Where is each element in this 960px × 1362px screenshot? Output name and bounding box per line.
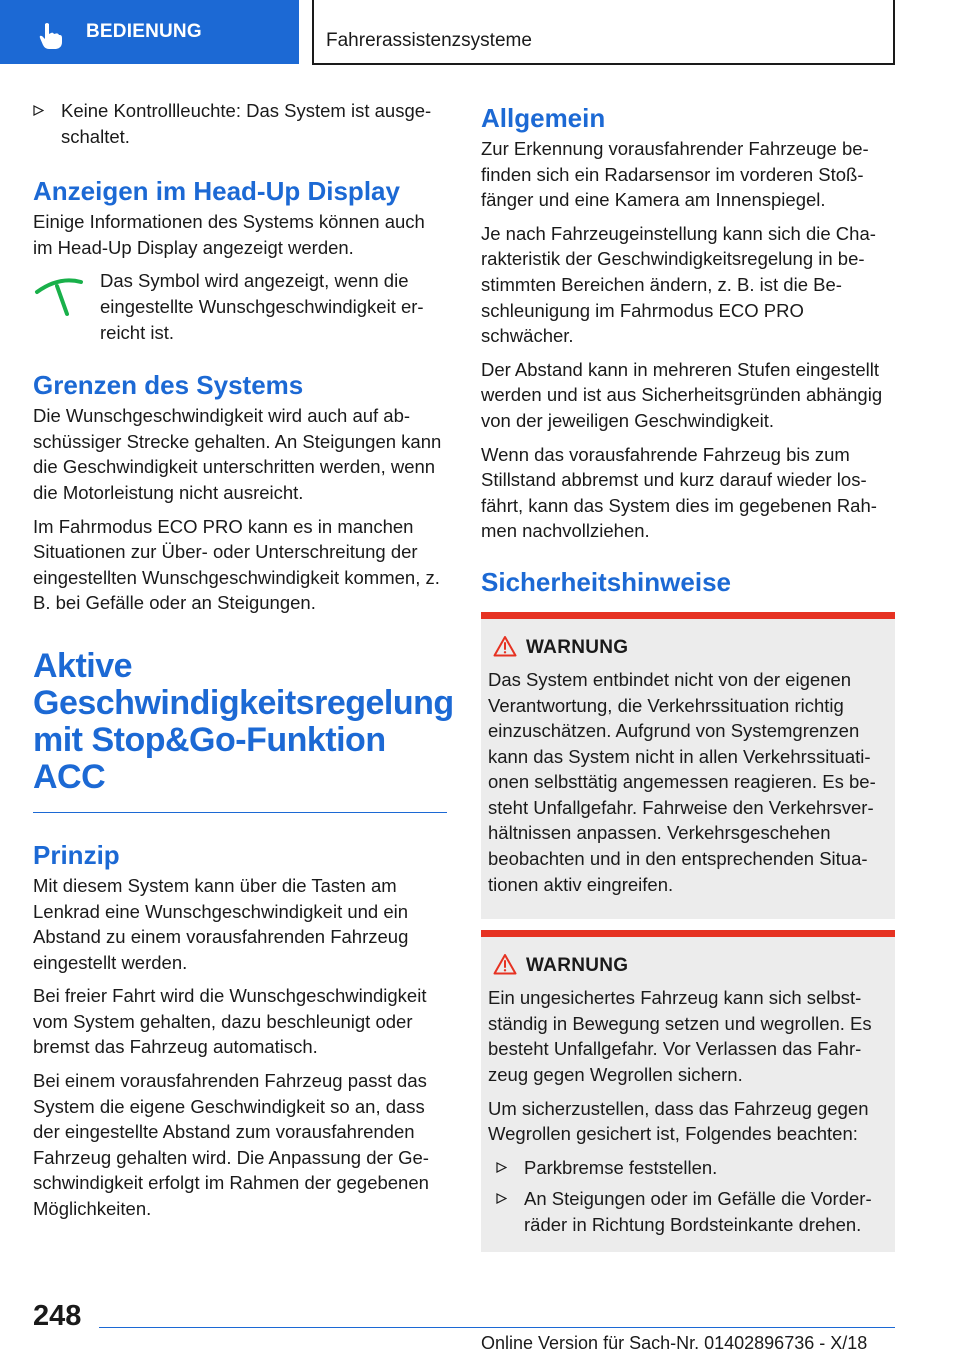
triangle-bullet-icon (496, 1162, 507, 1173)
warning-triangle-icon (493, 635, 517, 657)
paragraph: Zur Erkennung vorausfahrender Fahrzeuge befinden sich ein Radarsensor im vorderen Stoßfänger und eine Kamera am Innenspiegel. (481, 138, 869, 211)
warning-text: Das System entbindet nicht von der eigenen Verantwortung, die Verkehrssituation richtig einzuschätzen. Aufgrund von Systemgrenzen kann das System nicht in allen Verkehrssituationen selbsttätig angemessen reagieren. Es besteht Unfallgefahr. Fahrweise den Verkehrsverhältnissen anpassen. Verkehrsgeschehen beobachten und in den entsprechenden Situationen aktiv eingreifen. (488, 668, 876, 895)
section-tab[interactable] (0, 0, 299, 64)
warning-title: WARNUNG (526, 955, 629, 977)
paragraph: Wenn das vorausfahrende Fahrzeug bis zum Stillstand abbremst und kurz darauf wieder losfährt, kann das System dies im gegebenen Rahmen nachvollziehen. (481, 443, 877, 542)
paragraph: Bei einem vorausfahrenden Fahrzeug passt das System die eigene Geschwindigkeit so an, dass der eingestellte Abstand zum vorausfahrenden Fahrzeug gehalten wird. Die Anpassung der Geschwindigkeit erfolgt im Rahmen der gegebenen Möglichkeiten. (33, 1070, 429, 1220)
warning-box (481, 930, 895, 1251)
right-column (481, 98, 895, 1252)
warning-title: WARNUNG (526, 636, 629, 658)
section-label: BEDIENUNG (86, 21, 202, 42)
list-item (496, 1186, 888, 1237)
section-heading: Anzeigen im Head-Up Display (33, 176, 400, 207)
paragraph: Im Fahrmodus ECO PRO kann es in manchen Situationen zur Über- oder Unterschreitung der eingestellten Wunschgeschwindigkeit kommen, z. B. bei Gefälle oder an Steigungen. (33, 515, 440, 614)
page-number: 248 (33, 1300, 82, 1332)
warning-box (481, 612, 895, 919)
warning-text: Um sicherzustellen, dass das Fahrzeug gegen Wegrollen gesichert ist, Folgendes beachten: (488, 1097, 869, 1145)
section-heading: Grenzen des Systems (33, 370, 304, 401)
header-divider (893, 0, 895, 64)
warning-triangle-icon (493, 953, 517, 975)
paragraph: Die Wunschgeschwindigkeit wird auch auf abschüssiger Strecke gehalten. An Steigungen kann die Geschwindigkeit unterschritten werden, wenn die Motorleistung nicht ausreicht. (33, 405, 442, 503)
left-column (33, 98, 454, 1230)
warning-header (488, 635, 888, 661)
triangle-bullet-icon (33, 105, 44, 116)
section-heading: Allgemein (481, 103, 606, 133)
bullet-text: Parkbremse feststellen. (524, 1156, 718, 1178)
section-heading: Prinzip (33, 839, 120, 870)
paragraph: Je nach Fahrzeugeinstellung kann sich die Charakteristik der Geschwindigkeitsregelung in bestimmten Bereichen ändern, z. B. ist die Beschleunigung im Fahrmodus ECO PRO schwächer. (481, 222, 876, 347)
symbol-row (33, 268, 447, 345)
warning-text: Ein ungesichertes Fahrzeug kann sich selbstständig in Bewegung setzen und wegrollen. Es besteht Unfallgefahr. Vor Verlassen das Fahrzeug gegen Wegrollen sichern. (488, 987, 872, 1086)
paragraph: Einige Informationen des Systems können auch im Head-Up Display angezeigt werden. (33, 211, 425, 258)
online-version-note: Online Version für Sach-Nr. 01402896736 - X/18 (481, 1333, 868, 1353)
footer-rule (99, 1327, 895, 1328)
bullet-text: An Steigungen oder im Gefälle die Vorderräder in Richtung Bordsteinkante drehen. (524, 1188, 872, 1235)
symbol-text: Das Symbol wird angezeigt, wenn die eingestellte Wunschgeschwindigkeit erreicht ist. (100, 270, 424, 343)
triangle-bullet-icon (496, 1193, 507, 1204)
list-item (496, 1155, 888, 1181)
paragraph: Bei freier Fahrt wird die Wunschgeschwindigkeit vom System gehalten, dazu beschleunigt oder bremst das Fahrzeug automatisch. (33, 985, 427, 1058)
chapter-heading: Aktive Geschwindigkeitsregelung mit Stop&Go-Funktion ACC (33, 646, 454, 796)
header-divider (312, 0, 314, 64)
hand-pointer-icon (38, 22, 64, 50)
paragraph: Der Abstand kann in mehreren Stufen eingestellt werden und ist aus Sicherheitsgründen abhängig von der jeweiligen Geschwindigkeit. (481, 358, 883, 431)
heading-rule (33, 812, 447, 813)
header-underline (312, 63, 895, 65)
hud-speed-reached-icon (33, 272, 93, 320)
bullet-text: Keine Kontrollleuchte: Das System ist ausgeschaltet. (61, 100, 432, 147)
paragraph: Mit diesem System kann über die Tasten am Lenkrad eine Wunschgeschwindigkeit und ein Abstand zu einem vorausfahrenden Fahrzeug eingestellt werden. (33, 874, 409, 973)
list-item (33, 98, 447, 149)
chapter-title: Fahrerassistenzsysteme (326, 30, 532, 51)
warning-header (488, 953, 888, 979)
section-heading: Sicherheitshinweise (481, 566, 731, 597)
